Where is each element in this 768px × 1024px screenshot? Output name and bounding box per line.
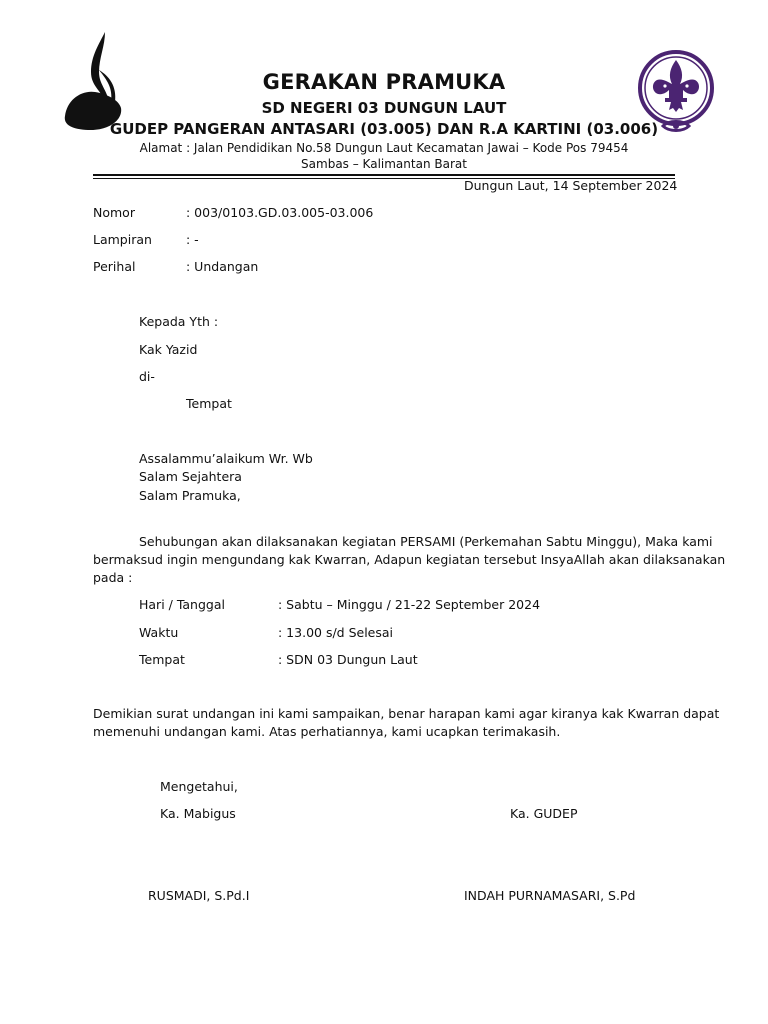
letterhead-gudep: GUDEP PANGERAN ANTASARI (03.005) DAN R.A KARTINI (03.006) [109,120,659,138]
body-line: bermaksud ingin mengundang kak Kwarran, Adapun kegiatan tersebut InsyaAllah akan dilaksanakan [93,552,726,567]
letterhead-title: GERAKAN PRAMUKA [262,70,506,94]
meta-value-nomor: : 003/0103.GD.03.005-03.006 [186,205,374,220]
signature-role-left: Ka. Mabigus [160,806,236,821]
closing-line: Demikian surat undangan ini kami sampaikan, benar harapan kami agar kiranya kak Kwarran dapat [93,706,720,721]
detail-value-date: : Sabtu – Minggu / 21-22 September 2024 [278,597,541,612]
meta-label-perihal: Perihal [93,259,136,274]
meta-value-lampiran: : - [186,232,199,247]
greeting-line: Salam Sejahtera [139,469,242,484]
letterhead-school: SD NEGERI 03 DUNGUN LAUT [261,99,507,117]
body-line: pada : [93,570,133,585]
meta-value-perihal: : Undangan [186,259,259,274]
detail-label-date: Hari / Tanggal [139,597,225,612]
greeting-line: Assalammu’alaikum Wr. Wb [139,451,313,466]
signature-name-left: RUSMADI, S.Pd.I [148,888,250,903]
closing-line: memenuhi undangan kami. Atas perhatiannya, kami ucapkan terimakasih. [93,724,561,739]
recipient-place: Tempat [186,396,232,411]
detail-label-time: Waktu [139,625,179,640]
letterhead-region: Sambas – Kalimantan Barat [301,157,467,171]
meta-label-lampiran: Lampiran [93,232,152,247]
detail-label-place: Tempat [139,652,185,667]
detail-value-time: : 13.00 s/d Selesai [278,625,394,640]
detail-value-place: : SDN 03 Dungun Laut [278,652,418,667]
signature-name-right: INDAH PURNAMASARI, S.Pd [464,888,636,903]
recipient-name: Kak Yazid [139,342,198,357]
greeting-line: Salam Pramuka, [139,488,241,503]
letterhead-address: Alamat : Jalan Pendidikan No.58 Dungun Laut Kecamatan Jawai – Kode Pos 79454 [139,141,629,155]
signature-role-right: Ka. GUDEP [510,806,578,821]
meta-label-nomor: Nomor [93,205,135,220]
body-line: Sehubungan akan dilaksanakan kegiatan PERSAMI (Perkemahan Sabtu Minggu), Maka kami [139,534,713,549]
signature-acknowledge: Mengetahui, [160,779,238,794]
letterhead-rule-thick [93,174,675,176]
recipient-to: Kepada Yth : [139,314,219,329]
letter-date: Dungun Laut, 14 September 2024 [464,178,678,193]
recipient-di: di- [139,369,155,384]
